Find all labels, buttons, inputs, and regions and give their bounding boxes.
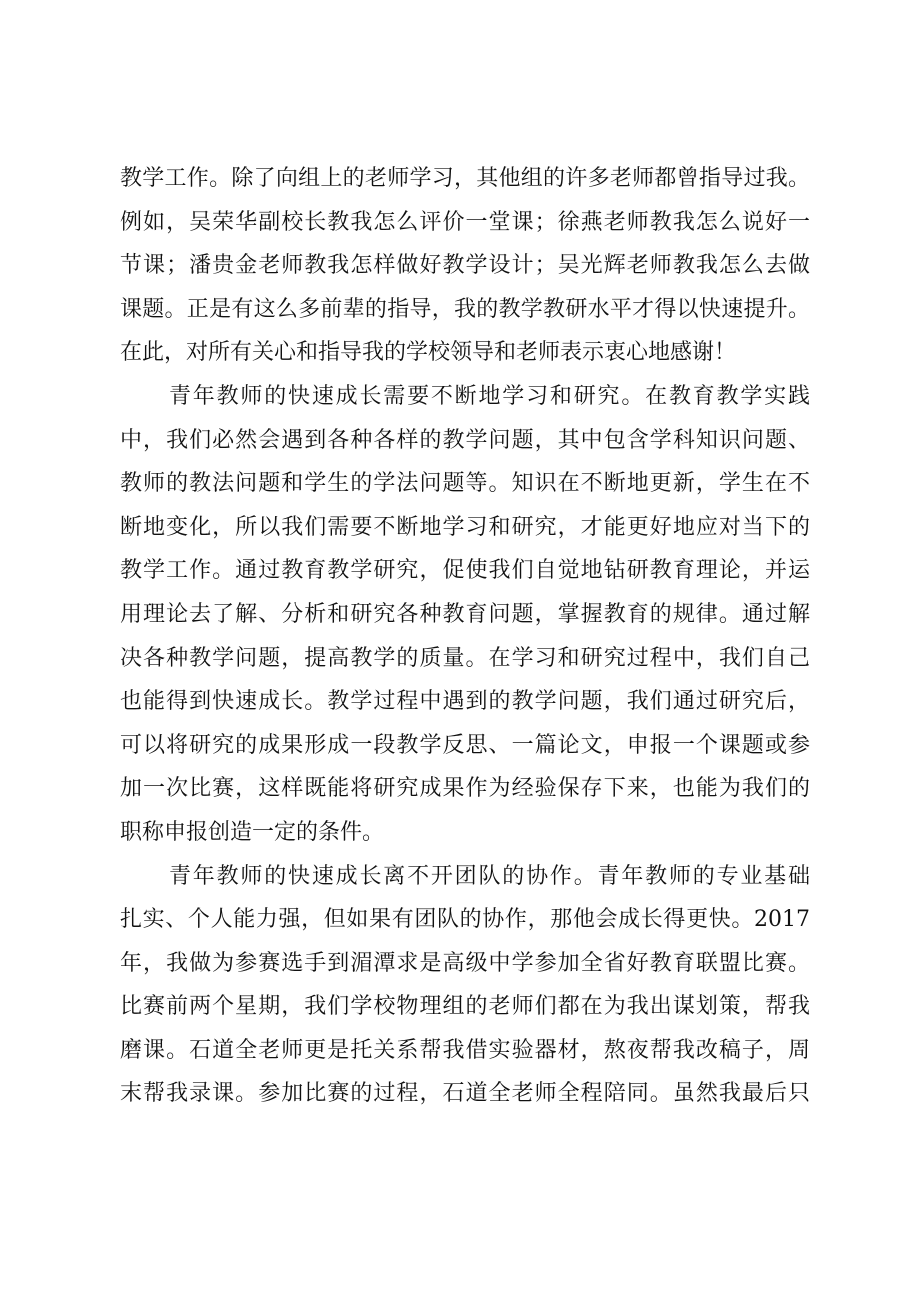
text-line: 加一次比赛，这样既能将研究成果作为经验保存下来，也能为我们的 xyxy=(120,776,810,802)
text-line: 例如，吴荣华副校长教我怎么评价一堂课；徐燕老师教我怎么说好一 xyxy=(120,209,810,235)
text-line: 也能得到快速成长。教学过程中遇到的教学问题，我们通过研究后， xyxy=(120,689,810,715)
paragraph-1 xyxy=(120,157,810,375)
paragraph-3 xyxy=(120,855,810,1117)
text-line: 中，我们必然会遇到各种各样的教学问题，其中包含学科知识问题、 xyxy=(120,427,810,453)
text-line: 磨课。石道全老师更是托关系帮我借实验器材，熬夜帮我改稿子，周 xyxy=(120,1037,810,1063)
text-line: 课题。正是有这么多前辈的指导，我的教学教研水平才得以快速提升。 xyxy=(120,296,810,322)
text-line: 用理论去了解、分析和研究各种教育问题，掌握教育的规律。通过解 xyxy=(120,601,810,627)
document-body xyxy=(120,157,810,1116)
text-line: 教学工作。除了向组上的老师学习，其他组的许多老师都曾指导过我。 xyxy=(120,166,810,191)
text-line: 可以将研究的成果形成一段教学反思、一篇论文，申报一个课题或参 xyxy=(120,732,810,758)
text-line: 扎实、个人能力强，但如果有团队的协作，那他会成长得更快。2017 xyxy=(120,907,810,933)
text-line: 断地变化，所以我们需要不断地学习和研究，才能更好地应对当下的 xyxy=(120,514,810,540)
text-line: 节课；潘贵金老师教我怎样做好教学设计；吴光辉老师教我怎么去做 xyxy=(120,253,810,279)
text-line: 教学工作。通过教育教学研究，促使我们自觉地钻研教育理论，并运 xyxy=(120,558,810,584)
paragraph-2 xyxy=(120,375,810,855)
text-line: 教师的教法问题和学生的学法问题等。知识在不断地更新，学生在不 xyxy=(120,471,810,497)
text-line: 职称申报创造一定的条件。 xyxy=(120,819,385,845)
text-line: 在此，对所有关心和指导我的学校领导和老师表示衷心地感谢！ xyxy=(120,340,737,366)
text-line: 青年教师的快速成长离不开团队的协作。青年教师的专业基础 xyxy=(169,863,810,889)
text-line: 青年教师的快速成长需要不断地学习和研究。在教育教学实践 xyxy=(169,383,810,409)
text-line: 决各种教学问题，提高教学的质量。在学习和研究过程中，我们自己 xyxy=(120,645,810,671)
text-line: 比赛前两个星期，我们学校物理组的老师们都在为我出谋划策，帮我 xyxy=(120,994,810,1020)
text-line: 年，我做为参赛选手到湄潭求是高级中学参加全省好教育联盟比赛。 xyxy=(120,950,810,976)
text-line: 末帮我录课。参加比赛的过程，石道全老师全程陪同。虽然我最后只 xyxy=(120,1081,810,1107)
